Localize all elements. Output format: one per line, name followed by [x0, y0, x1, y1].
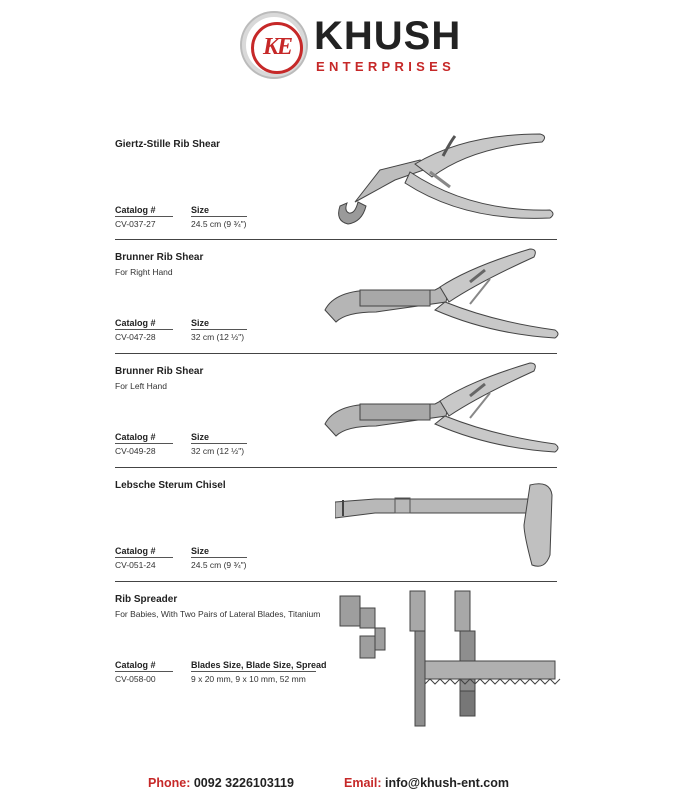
catalog-header: Catalog #: [115, 546, 156, 556]
product-item: [115, 480, 557, 583]
size-value: 32 cm (12 ½"): [191, 332, 245, 342]
product-name: Rib Spreader: [115, 594, 178, 605]
catalog-number: CV-037-27: [115, 219, 156, 229]
email-label: Email:: [344, 776, 382, 790]
chisel-icon: [335, 480, 555, 570]
product-subtitle: For Left Hand: [115, 381, 167, 391]
catalog-header: Catalog #: [115, 660, 156, 670]
email-contact: [344, 776, 509, 790]
rib-spreader-icon: [335, 586, 565, 736]
catalog-header: Catalog #: [115, 432, 156, 442]
size-header: Size: [191, 432, 210, 442]
logo-initials: KE: [262, 34, 291, 60]
product-item: [115, 366, 557, 469]
size-header: Size: [191, 318, 210, 328]
size-value: 24.5 cm (9 ¾"): [191, 219, 247, 229]
product-subtitle: For Babies, With Two Pairs of Lateral Blades, Titanium: [115, 609, 321, 619]
product-name: Lebsche Sterum Chisel: [115, 480, 226, 491]
product-item: [115, 594, 557, 714]
product-name: Brunner Rib Shear: [115, 366, 204, 377]
rib-shear-icon: [320, 356, 560, 456]
email-address[interactable]: info@khush-ent.com: [385, 776, 509, 790]
catalog-number: CV-049-28: [115, 446, 156, 456]
product-name: Brunner Rib Shear: [115, 252, 204, 263]
product-subtitle: For Right Hand: [115, 267, 173, 277]
product-name: Giertz-Stille Rib Shear: [115, 139, 221, 150]
phone-contact: [148, 776, 294, 790]
size-header: Size: [191, 546, 210, 556]
brand-tagline: ENTERPRISES: [316, 59, 456, 74]
rib-shear-icon: [320, 242, 560, 342]
size-header: Size: [191, 205, 210, 215]
size-value: 9 x 20 mm, 9 x 10 mm, 52 mm: [191, 674, 306, 684]
size-value: 24.5 cm (9 ¾"): [191, 560, 247, 570]
catalog-number: CV-047-28: [115, 332, 156, 342]
product-item: [115, 252, 557, 355]
catalog-number: CV-051-24: [115, 560, 156, 570]
size-value: 32 cm (12 ½"): [191, 446, 245, 456]
rib-shear-icon: [325, 124, 560, 234]
product-item: [115, 139, 557, 242]
brand-name: KHUSH: [314, 14, 462, 58]
catalog-header: Catalog #: [115, 205, 156, 215]
phone-label: Phone:: [148, 776, 191, 790]
catalog-header: Catalog #: [115, 318, 156, 328]
company-logo: [242, 10, 462, 80]
phone-number[interactable]: 0092 3226103119: [193, 776, 294, 790]
catalog-number: CV-058-00: [115, 674, 156, 684]
logo-emblem: [242, 13, 306, 77]
size-header: Blades Size, Blade Size, Spread: [191, 660, 327, 670]
